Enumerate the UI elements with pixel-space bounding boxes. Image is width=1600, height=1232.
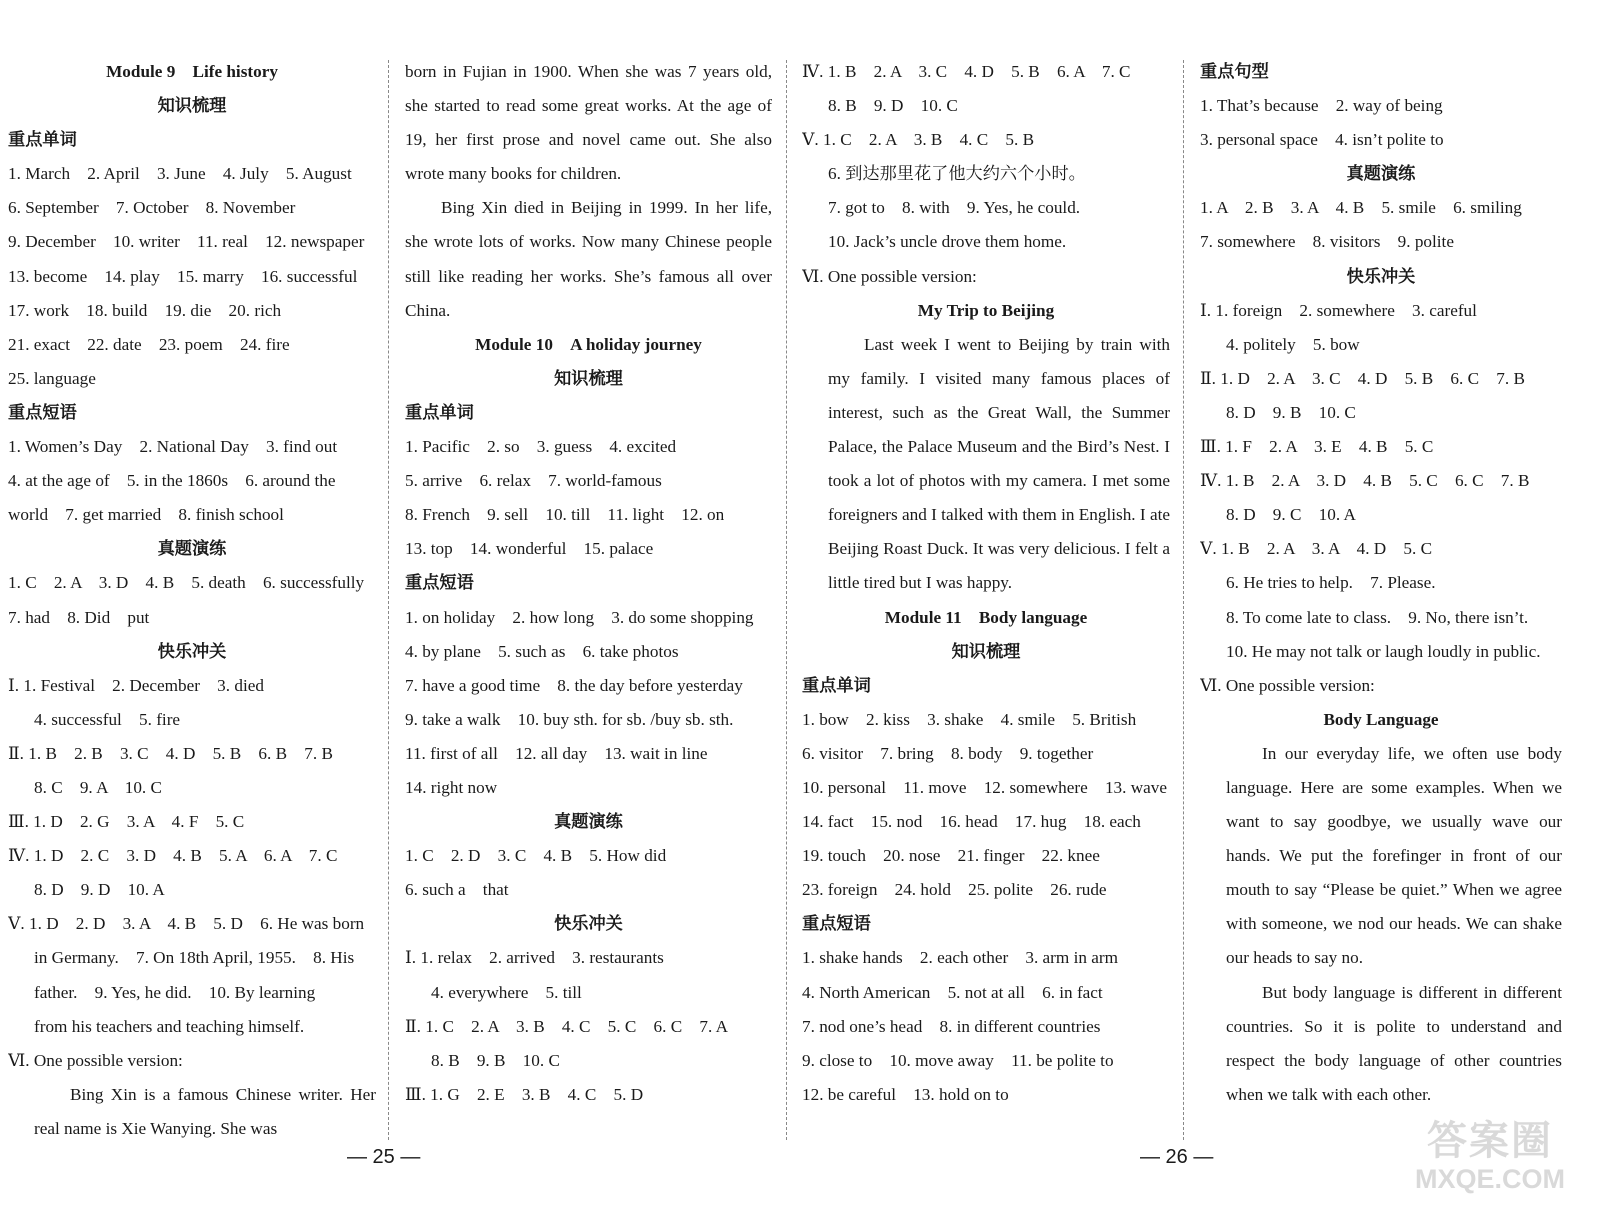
answer-line: 6. September 7. October 8. November <box>8 198 296 218</box>
section-heading: 知识梳理 <box>157 96 227 116</box>
answer-line: 8. D 9. B 10. C <box>1226 402 1356 422</box>
answer-line: 8. C 9. A 10. C <box>34 777 162 797</box>
essay-paragraph: But body language is different in different countries. So it is polite to understand and respect the body language of other countries when we talk with each other. <box>1226 982 1562 1104</box>
sub-heading: 重点单词 <box>802 675 871 695</box>
page-25-left-column <box>8 55 376 1146</box>
answer-line: Ⅴ. 1. D 2. D 3. A 4. B 5. D 6. He was born <box>8 914 365 934</box>
answer-line: Ⅳ. 1. B 2. A 3. C 4. D 5. B 6. A 7. C <box>802 62 1131 81</box>
essay-paragraph: Bing Xin is a famous Chinese writer. Her real name is Xie Wanying. She was <box>34 1084 376 1138</box>
answer-line: 7. somewhere 8. visitors 9. polite <box>1200 232 1454 252</box>
answer-line: 21. exact 22. date 23. poem 24. fire <box>8 334 290 354</box>
answer-line: 8. D 9. D 10. A <box>34 880 165 900</box>
answer-line: 8. To come late to class. 9. No, there isn’t. <box>1226 607 1529 627</box>
answer-line: 1. That’s because 2. way of being <box>1200 96 1443 116</box>
answer-line: 8. French 9. sell 10. till 11. light 12. on <box>405 505 725 525</box>
answer-line: 1. C 2. D 3. C 4. B 5. How did <box>405 846 667 866</box>
answer-line: world 7. get married 8. finish school <box>8 505 284 525</box>
watermark-text: 答案圈 <box>1427 1118 1553 1164</box>
answer-line: Ⅰ. 1. Festival 2. December 3. died <box>8 675 264 695</box>
module-9-title: Module 9 Life history <box>106 62 278 81</box>
sub-heading: 重点短语 <box>8 402 77 422</box>
essay-paragraph: Bing Xin died in Beijing in 1999. In her life, she wrote lots of works. Now many Chinese people still like reading her works. She’s famous all over China. <box>405 198 772 320</box>
essay-title: My Trip to Beijing <box>917 300 1055 320</box>
answer-line: 10. Jack’s uncle drove them home. <box>828 232 1067 252</box>
answer-line: Ⅱ. 1. B 2. B 3. C 4. D 5. B 6. B 7. B <box>8 743 333 763</box>
answer-line: 23. foreign 24. hold 25. polite 26. rude <box>802 880 1107 900</box>
answer-line: 4. successful 5. fire <box>34 709 181 729</box>
section-heading: 快乐冲关 <box>1346 266 1416 286</box>
answer-line: 4. everywhere 5. till <box>431 982 582 1002</box>
answer-line: 1. on holiday 2. how long 3. do some shopping <box>405 607 754 627</box>
sub-heading: 重点短语 <box>405 573 474 593</box>
section-heading: 知识梳理 <box>554 368 623 388</box>
answer-line: Ⅱ. 1. C 2. A 3. B 4. C 5. C 6. C 7. A <box>405 1016 729 1036</box>
answer-line: Ⅳ. 1. D 2. C 3. D 4. B 5. A 6. A 7. C <box>8 846 338 866</box>
answer-line: 8. D 9. C 10. A <box>1226 505 1356 525</box>
answer-line: from his teachers and teaching himself. <box>34 1016 305 1036</box>
essay-title: Body Language <box>1323 709 1439 729</box>
answer-line: Ⅴ. 1. B 2. A 3. A 4. D 5. C <box>1200 539 1433 559</box>
answer-line: Ⅱ. 1. D 2. A 3. C 4. D 5. B 6. C 7. B <box>1200 368 1525 388</box>
answer-line: 8. B 9. D 10. C <box>828 96 958 116</box>
answer-line: 4. North American 5. not at all 6. in fact <box>802 982 1103 1002</box>
answer-line: 9. close to 10. move away 11. be polite to <box>802 1050 1114 1070</box>
sub-heading: 重点单词 <box>8 130 77 150</box>
answer-line: 5. arrive 6. relax 7. world-famous <box>405 471 662 491</box>
answer-line: 9. take a walk 10. buy sth. for sb. /buy sb. sth. <box>405 709 734 729</box>
answer-line: Ⅰ. 1. foreign 2. somewhere 3. careful <box>1200 300 1477 320</box>
answer-line: 10. personal 11. move 12. somewhere 13. wave <box>802 777 1167 797</box>
answer-line: Ⅵ. One possible version: <box>8 1050 183 1070</box>
watermark-url: MXQE.COM <box>1414 1164 1565 1194</box>
answer-line: 17. work 18. build 19. die 20. rich <box>8 300 282 320</box>
answer-line: 7. nod one’s head 8. in different countries <box>802 1016 1101 1036</box>
answer-line: 13. top 14. wonderful 15. palace <box>405 539 654 559</box>
answer-line: 6. such a that <box>405 880 509 900</box>
answer-line: 6. visitor 7. bring 8. body 9. together <box>802 743 1094 763</box>
section-heading: 快乐冲关 <box>554 914 623 934</box>
essay-paragraph: Last week I went to Beijing by train with my family. I visited many famous places of interest, such as the Great Wall, the Summer Palace, the Palace Museum and the Bird’s Nest. I took a lot of photos with my camera. I met some foreigners and I talked with them in English. I ate Beijing Roast Duck. It was very delicious. I felt a little tired but I was happy. <box>828 334 1170 593</box>
section-heading: 真题演练 <box>157 539 227 559</box>
answer-line: Ⅵ. One possible version: <box>1200 675 1375 695</box>
answer-line: 12. be careful 13. hold on to <box>802 1084 1009 1104</box>
answer-line: Ⅲ. 1. D 2. G 3. A 4. F 5. C <box>8 812 245 832</box>
essay-paragraph: In our everyday life, we often use body language. Here are some examples. When we want to say goodbye, we usually wave our hands. We put the forefinger in front of our mouth to say “Please be quiet.” When we agree with someone, we nod our heads. We can shake our heads to say no. <box>1226 743 1562 968</box>
essay-paragraph: born in Fujian in 1900. When she was 7 years old, she started to read some great works. At the age of 19, her first prose and novel came out. She also wrote many books for children. <box>405 62 772 184</box>
answer-line: 1. Pacific 2. so 3. guess 4. excited <box>405 437 677 457</box>
answer-line: 19. touch 20. nose 21. finger 22. knee <box>802 846 1100 866</box>
module-11-title: Module 11 Body language <box>884 607 1088 627</box>
section-heading: 真题演练 <box>1346 164 1416 184</box>
answer-line: 10. He may not talk or laugh loudly in public. <box>1226 641 1541 661</box>
answer-line: 8. B 9. B 10. C <box>431 1050 560 1070</box>
answer-line: Ⅲ. 1. G 2. E 3. B 4. C 5. D <box>405 1084 644 1104</box>
page-26-left-column <box>802 55 1170 1112</box>
answer-line: 4. politely 5. bow <box>1226 334 1360 354</box>
watermark-logo <box>1405 1118 1575 1194</box>
answer-line: 1. shake hands 2. each other 3. arm in arm <box>802 948 1118 968</box>
answer-line: 3. personal space 4. isn’t polite to <box>1200 130 1444 150</box>
section-heading: 快乐冲关 <box>157 641 227 661</box>
answer-line: 14. right now <box>405 777 498 797</box>
answer-line: 7. got to 8. with 9. Yes, he could. <box>828 198 1081 218</box>
section-heading: 知识梳理 <box>951 641 1021 661</box>
sub-heading: 重点单词 <box>405 402 474 422</box>
answer-line: 9. December 10. writer 11. real 12. newspaper <box>8 232 365 252</box>
column-divider <box>388 60 389 1140</box>
answer-line: Ⅰ. 1. relax 2. arrived 3. restaurants <box>405 948 664 968</box>
answer-line: father. 9. Yes, he did. 10. By learning <box>34 982 316 1002</box>
page-number-26: — 26 — <box>1140 1146 1214 1168</box>
column-divider <box>786 60 787 1140</box>
sub-heading: 重点短语 <box>802 914 871 934</box>
section-heading: 真题演练 <box>554 812 623 832</box>
module-10-title: Module 10 A holiday journey <box>475 334 702 354</box>
answer-line: 25. language <box>8 368 96 388</box>
answer-line: 4. at the age of 5. in the 1860s 6. around the <box>8 471 336 491</box>
answer-line: 4. by plane 5. such as 6. take photos <box>405 641 679 661</box>
answer-line: Ⅴ. 1. C 2. A 3. B 4. C 5. B <box>802 130 1035 150</box>
answer-line: Ⅲ. 1. F 2. A 3. E 4. B 5. C <box>1200 437 1434 457</box>
answer-line: 14. fact 15. nod 16. head 17. hug 18. each <box>802 812 1141 832</box>
answer-line: 6. He tries to help. 7. Please. <box>1226 573 1436 593</box>
page-25-right-column <box>405 55 772 1112</box>
answer-line: 7. had 8. Did put <box>8 607 150 627</box>
answer-line: in Germany. 7. On 18th April, 1955. 8. His <box>34 948 355 968</box>
answer-line: 1. Women’s Day 2. National Day 3. find out <box>8 437 338 457</box>
answer-line: 1. C 2. A 3. D 4. B 5. death 6. successfully <box>8 573 365 593</box>
page-number-25: — 25 — <box>347 1146 421 1168</box>
answer-line: Ⅵ. One possible version: <box>802 266 977 286</box>
answer-line: 11. first of all 12. all day 13. wait in line <box>405 743 708 763</box>
answer-line: 13. become 14. play 15. marry 16. successful <box>8 266 358 286</box>
answer-line: 6. 到达那里花了他大约六个小时。 <box>828 164 1086 184</box>
answer-line: Ⅳ. 1. B 2. A 3. D 4. B 5. C 6. C 7. B <box>1200 471 1530 491</box>
answer-line: 1. bow 2. kiss 3. shake 4. smile 5. British <box>802 709 1137 729</box>
sub-heading: 重点句型 <box>1200 62 1269 81</box>
answer-line: 7. have a good time 8. the day before yesterday <box>405 675 743 695</box>
page-26-right-column <box>1200 55 1562 1112</box>
answer-line: 1. March 2. April 3. June 4. July 5. August <box>8 164 352 184</box>
answer-line: 1. A 2. B 3. A 4. B 5. smile 6. smiling <box>1200 198 1522 218</box>
column-divider <box>1183 60 1184 1140</box>
